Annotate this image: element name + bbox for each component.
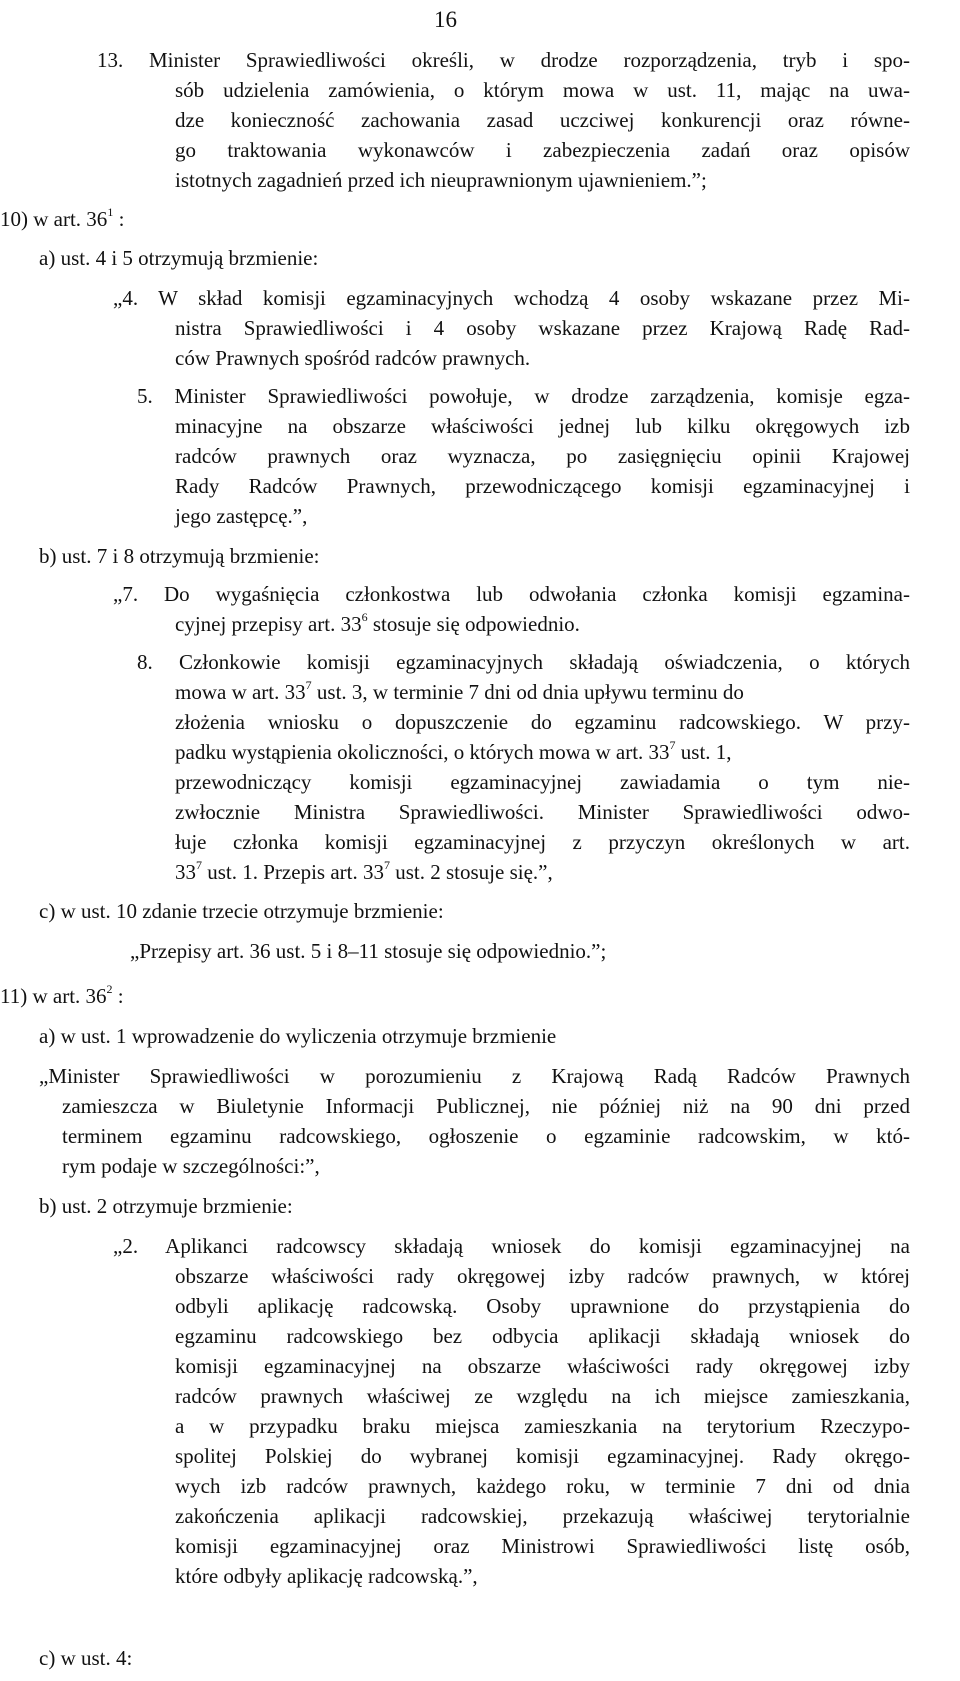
line-text: a) ust. 4 i 5 otrzymują brzmienie:: [39, 246, 319, 270]
text-line: [175, 1290, 910, 1322]
text-line: [97, 44, 910, 76]
line-text: odbyli aplikację radcowską. Osoby uprawnione do przystąpienia do: [175, 1294, 910, 1318]
line-text: radców prawnych właściwej ze względu na ich miejsce zamieszkania,: [175, 1384, 910, 1408]
line-text: 10) w art. 36: [0, 207, 108, 231]
text-line: [62, 1120, 910, 1152]
text-line: [175, 1560, 478, 1592]
line-text: które odbyły aplikację radcowską.”,: [175, 1564, 478, 1588]
text-line: [175, 706, 910, 738]
text-line: [175, 164, 707, 196]
text-line: [175, 410, 910, 442]
superscript: 6: [361, 610, 368, 624]
text-line: [0, 203, 124, 235]
line-text: 8. Członkowie komisji egzaminacyjnych składają oświadczenia, o których: [137, 650, 910, 674]
superscript: 7: [669, 738, 676, 752]
text-line: [62, 1090, 910, 1122]
text-line: [175, 608, 580, 640]
line-text: 11) w art. 36: [0, 984, 107, 1008]
line-text: „Przepisy art. 36 ust. 5 i 8–11 stosuje się odpowiednio.”;: [130, 939, 607, 963]
text-line: [175, 1410, 910, 1442]
line-text: b) ust. 7 i 8 otrzymują brzmienie:: [39, 544, 320, 568]
line-text: 13. Minister Sprawiedliwości określi, w drodze rozporządzenia, tryb i spo-: [97, 48, 910, 72]
line-text-continued: ust. 1,: [675, 740, 732, 764]
line-text: „4. W skład komisji egzaminacyjnych wchodzą 4 osoby wskazane przez Mi-: [113, 286, 910, 310]
text-line: [113, 282, 910, 314]
text-line: [175, 134, 910, 166]
line-text: komisji egzaminacyjnej oraz Ministrowi Sprawiedliwości listę osób,: [175, 1534, 910, 1558]
text-line: [39, 1190, 293, 1222]
line-text: „7. Do wygaśnięcia członkostwa lub odwołania członka komisji egzamina-: [113, 582, 910, 606]
line-text: egzaminu radcowskiego bez odbycia aplikacji składają wniosek do: [175, 1324, 910, 1348]
line-text: dze konieczność zachowania zasad uczciwej konkurencji oraz równe-: [175, 108, 910, 132]
line-text: nistra Sprawiedliwości i 4 osoby wskazane przez Krajową Radę Rad-: [175, 316, 910, 340]
line-text-continued: ust. 1. Przepis art. 33: [202, 860, 384, 884]
line-text: sób udzielenia zamówienia, o którym mowa w ust. 11, mając na uwa-: [175, 78, 910, 102]
line-text: cyjnej przepisy art. 33: [175, 612, 362, 636]
text-line: [175, 1320, 910, 1352]
line-text: a) w ust. 1 wprowadzenie do wyliczenia otrzymuje brzmienie: [39, 1024, 557, 1048]
line-text: przewodniczący komisji egzaminacyjnej zawiadamia o tym nie-: [175, 770, 910, 794]
text-line: [175, 342, 530, 374]
line-text: a w przypadku braku miejsca zamieszkania na terytorium Rzeczypo-: [175, 1414, 910, 1438]
line-text: c) w ust. 4:: [39, 1646, 133, 1670]
text-line: [0, 980, 124, 1012]
text-line: [39, 1642, 132, 1674]
line-text: jego zastępcę.”,: [175, 504, 308, 528]
line-text-continued: ust. 3, w terminie 7 dni od dnia upływu terminu do: [311, 680, 744, 704]
text-line: [175, 856, 553, 888]
line-text: ców Prawnych spośród radców prawnych.: [175, 346, 531, 370]
text-line: [175, 1440, 910, 1472]
text-line: [175, 1380, 910, 1412]
superscript: 7: [305, 678, 312, 692]
line-text: komisji egzaminacyjnej na obszarze właściwości rady okręgowej izby: [175, 1354, 910, 1378]
line-text: „Minister Sprawiedliwości w porozumieniu z Krajową Radą Radców Prawnych: [39, 1064, 910, 1088]
text-line: [175, 1350, 910, 1382]
text-line: [175, 312, 910, 344]
line-text: wych izb radców prawnych, każdego roku, w terminie 7 dni od dnia: [175, 1474, 910, 1498]
line-text: spolitej Polskiej do wybranej komisji egzaminacyjnej. Rady okręgo-: [175, 1444, 910, 1468]
text-line: [62, 1150, 320, 1182]
text-line: [175, 440, 910, 472]
text-line: [39, 1020, 556, 1052]
text-line: [113, 1230, 910, 1262]
page-number: 16: [434, 7, 457, 32]
text-line: [175, 470, 910, 502]
text-line: [130, 935, 606, 967]
line-text-continued: :: [113, 207, 125, 231]
superscript: 2: [106, 982, 113, 996]
text-line: [39, 895, 444, 927]
text-line: [175, 796, 910, 828]
text-line: [137, 646, 910, 678]
text-line: [39, 1060, 910, 1092]
line-text: go traktowania wykonawców i zabezpieczenia zadań oraz opisów: [175, 138, 910, 162]
line-text-continued: stosuje się odpowiednio.: [367, 612, 580, 636]
text-line: [175, 500, 307, 532]
line-text-continued: ust. 2 stosuje się.”,: [389, 860, 553, 884]
line-text: istotnych zagadnień przed ich nieuprawnionym ujawnieniem.”;: [175, 168, 707, 192]
text-line: [175, 104, 910, 136]
text-line: [137, 380, 910, 412]
text-line: [39, 242, 318, 274]
text-line: [175, 74, 910, 106]
line-text-continued: :: [112, 984, 124, 1008]
line-text: minacyjne na obszarze właściwości jednej lub kilku okręgowych izb: [175, 414, 910, 438]
superscript: 1: [107, 205, 114, 219]
line-text: łuje członka komisji egzaminacyjnej z przyczyn określonych w art.: [175, 830, 910, 854]
text-line: [175, 1530, 910, 1562]
text-line: [175, 766, 910, 798]
text-line: [175, 676, 744, 708]
text-line: [39, 540, 320, 572]
line-text: rym podaje w szczególności:”,: [62, 1154, 320, 1178]
line-text: padku wystąpienia okoliczności, o których mowa w art. 33: [175, 740, 670, 764]
text-line: [175, 826, 910, 858]
line-text: radców prawnych oraz wyznacza, po zasięgnięciu opinii Krajowej: [175, 444, 910, 468]
line-text: obszarze właściwości rady okręgowej izby radców prawnych, w której: [175, 1264, 910, 1288]
superscript: 7: [383, 858, 390, 872]
line-text: zwłocznie Ministra Sprawiedliwości. Minister Sprawiedliwości odwo-: [175, 800, 910, 824]
text-line: [175, 1500, 910, 1532]
line-text: 33: [175, 860, 196, 884]
line-text: b) ust. 2 otrzymuje brzmienie:: [39, 1194, 293, 1218]
text-line: [175, 736, 732, 768]
line-text: mowa w art. 33: [175, 680, 306, 704]
text-line: [175, 1470, 910, 1502]
line-text: c) w ust. 10 zdanie trzecie otrzymuje brzmienie:: [39, 899, 444, 923]
text-line: [175, 1260, 910, 1292]
text-line: [113, 578, 910, 610]
line-text: Rady Radców Prawnych, przewodniczącego komisji egzaminacyjnej i: [175, 474, 910, 498]
line-text: 5. Minister Sprawiedliwości powołuje, w drodze zarządzenia, komisje egza-: [137, 384, 910, 408]
line-text: terminem egzaminu radcowskiego, ogłoszenie o egzaminie radcowskim, w któ-: [62, 1124, 910, 1148]
line-text: złożenia wniosku o dopuszczenie do egzaminu radcowskiego. W przy-: [175, 710, 910, 734]
superscript: 7: [196, 858, 202, 872]
line-text: zakończenia aplikacji radcowskiej, przekazują właściwej terytorialnie: [175, 1504, 910, 1528]
line-text: „2. Aplikanci radcowscy składają wniosek do komisji egzaminacyjnej na: [113, 1234, 910, 1258]
line-text: zamieszcza w Biuletynie Informacji Publicznej, nie później niż na 90 dni przed: [62, 1094, 910, 1118]
